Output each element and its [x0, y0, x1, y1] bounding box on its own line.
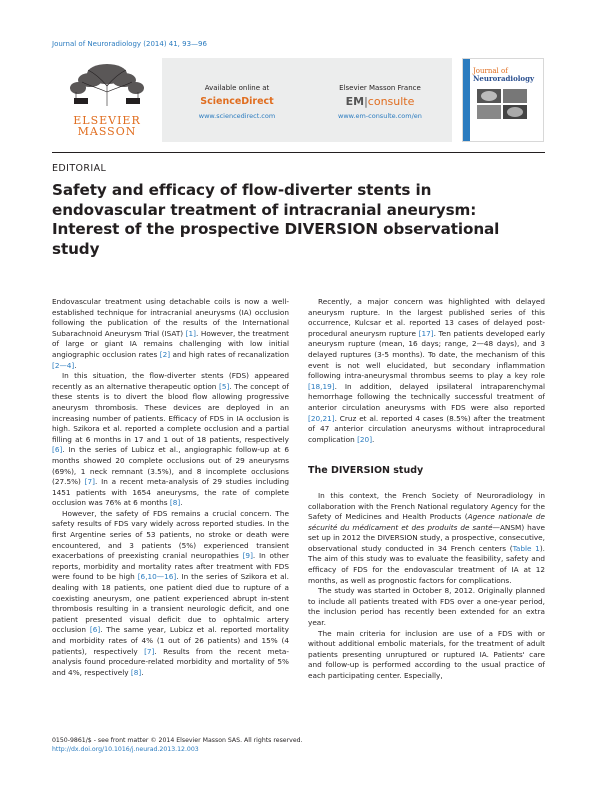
consulte-logo-part: consulte	[367, 95, 415, 108]
text-run: The main criteria for inclusion are use of a FDS with or without additional embolic materials, for the treatment of adult patients presenting unruptured or ruptured IA. Patients' care and follow-up is performed according to the usual practice of each participating center. Especially,	[308, 628, 545, 680]
em-logo-part: EM	[345, 95, 365, 108]
citation-link[interactable]: [8]	[130, 667, 142, 677]
text-run: In this context, the French Society of Neuroradiology in collaboration with the French National regulatory Agency for the Safety of Medicines and Health Products (	[308, 490, 545, 522]
text-run: . In other reports, morbidity and mortality rates after treatment with FDS were found to be high	[52, 551, 289, 582]
doi-link[interactable]: http://dx.doi.org/10.1016/j.neurad.2013.12.003	[52, 746, 199, 753]
citation-link[interactable]: [7]	[144, 646, 155, 656]
text-run: . In the series of Lubicz et al., angiographic follow-up at 6 months showed 20 complete occlusions out of 29 aneurysms (69%), 1 neck remnant (3.5%), and 8 incomplete occlusions (27.5%)	[52, 445, 289, 487]
body-paragraph	[308, 491, 545, 586]
citation-link[interactable]: [8]	[169, 498, 181, 508]
italic-text-run: Agence nationale de sécurité du médicament et des produits de santé	[308, 512, 546, 532]
journal-cover-thumbnail[interactable]	[462, 58, 544, 142]
body-paragraph	[52, 509, 289, 679]
body-paragraph	[52, 371, 289, 509]
text-run: .	[74, 360, 77, 370]
page-footer	[52, 736, 303, 754]
text-run: ). The aim of this study was to evaluate the feasibility, safety and efficacy of FDS for the endovascular treatment of IA at 12 months, as well as prognostic factors for complications.	[308, 543, 545, 585]
em-consulte-link[interactable]: www.em-consulte.com/en	[338, 112, 422, 120]
citation-link[interactable]: [6]	[52, 445, 63, 455]
title-line: endovascular treatment of intracranial aneurysm:	[52, 200, 477, 219]
text-run: .	[372, 434, 375, 444]
wordmark-line-2: MASSON	[77, 125, 137, 138]
text-run: However, the safety of FDS remains a crucial concern. The safety results of FDS vary widely across reported studies. In the first Argentine series of 53 patients, no stroke or death were encountered, and 3 patients (5%) experienced transient exacerbations of preexisting cranial neuropathies	[52, 508, 289, 561]
cover-title-line-1: Journal of	[473, 67, 508, 75]
wordmark-line-1: ELSEVIER	[73, 114, 141, 127]
issn-copyright: 0150-9861/$ - see front matter © 2014 Elsevier Masson SAS. All rights reserved.	[52, 737, 303, 744]
cover-title	[473, 67, 534, 83]
em-publisher-label: Elsevier Masson France	[339, 84, 421, 92]
citation-link[interactable]: [18,19]	[308, 381, 335, 391]
text-run: Recently, a major concern was highlighted with delayed aneurysm rupture. In the largest published series of this occurrence, Kulcsar et al. reported 13 cases of delayed post-procedural aneurysm rupture	[308, 297, 545, 338]
section-heading: The DIVERSION study	[308, 465, 424, 477]
left-column	[52, 297, 289, 678]
sciencedirect-logo[interactable]: ScienceDirect	[200, 96, 274, 107]
right-column	[308, 297, 545, 682]
em-consulte-logo[interactable]: EM|consulte	[345, 95, 415, 108]
table-link[interactable]: Table 1	[512, 543, 540, 553]
sciencedirect-link[interactable]: www.sciencedirect.com	[198, 112, 276, 120]
citation-link[interactable]: [5]	[218, 381, 230, 391]
text-run: Endovascular treatment using detachable coils is now a well-established technique for intracranial aneurysms (IA) occlusion following the publication of the results of the International Subarachnoid Aneurysm Trial (ISAT)	[52, 297, 289, 338]
cover-title-line-2: Neuroradiology	[473, 74, 535, 83]
body-paragraph	[308, 297, 545, 445]
text-run: The study was started in October 8, 2012. Originally planned to include all patients treated with FDS over a one-year period, the inclusion period has recently been extended for an extra year.	[308, 586, 545, 628]
body-paragraph	[52, 297, 289, 371]
header-divider	[52, 152, 545, 153]
elsevier-masson-wordmark	[52, 115, 162, 137]
text-run: and high rates of recanalization	[170, 349, 289, 359]
available-online-block	[172, 84, 302, 120]
citation-link[interactable]: [20,21]	[308, 413, 335, 423]
text-run: . The same year, Lubicz et al. reported mortality and morbidity rates of 4% (1 out of 26 patients) and 15% (4 patients), respectively	[52, 625, 289, 656]
text-run: . However, the treatment of large or giant IA remains challenging with low initial angiographic occlusion rates	[52, 328, 289, 359]
text-run: . The concept of these stents is to divert the blood flow allowing progressive aneurysm thrombosis. These devices are deployed in an increasing number of patients. Efficacy of FDS in IA occlusion is high. Szikora et al. reported a complete occlusion and a partial filling at 6 months in 17 and 1 out of 18 patients, respectively	[52, 381, 289, 444]
citation-link[interactable]: [6,10—16]	[137, 572, 177, 582]
em-consulte-block	[310, 84, 450, 120]
text-run: . In a recent meta-analysis of 29 studies including 1451 patients with 1654 aneurysms, the rate of complete occlusion was 76% at 6 months	[52, 477, 289, 508]
text-run: . In addition, delayed ipsilateral intraparenchymal hemorrhage following the technically successful treatment of anterior circulation aneurysms with FDS were also reported	[308, 381, 545, 412]
text-run: . Ten patients developed early aneurysm rupture (mean, 16 days; range, 2—48 days), and 3 delayed ruptures (3-5 months). To date, the mechanism of this event is not well elucidated, but secondary inflammation following intra-aneurysmal thrombus seems to play a key role	[308, 328, 545, 381]
text-run: .	[180, 498, 183, 508]
journal-reference[interactable]: Journal of Neuroradiology (2014) 41, 93—96	[52, 40, 207, 48]
cover-spine-bar	[463, 59, 470, 141]
title-line: Interest of the prospective DIVERSION observational	[52, 220, 500, 238]
elsevier-tree-logo-icon	[64, 62, 150, 106]
text-run: . In the series of Szikora et al. dealing with 18 patients, one patient died due to rupture of a coexisting aneurysm, one patient experienced abrupt in-stent thrombosis resulting in a transient neurologic deficit, and one patient presented visual deficit due to ophtalmic artery occlusion	[52, 572, 289, 635]
body-paragraph	[308, 629, 545, 682]
text-run: In this situation, the flow-diverter stents (FDS) appeared recently as an alternative therapeutic option	[52, 371, 289, 391]
citation-link[interactable]: [20]	[357, 434, 373, 444]
title-line: Safety and efficacy of flow-diverter stents in	[52, 181, 432, 199]
text-run: . Results from the recent meta-analysis found procedure-related morbidity and mortality of 5% and 4%, respectively	[52, 646, 289, 677]
text-run: .	[141, 667, 144, 677]
citation-link[interactable]: [17]	[418, 328, 434, 338]
article-title	[52, 181, 547, 259]
text-run: . Cruz et al. reported 4 cases (8.5%) after the treatment of 47 anterior circulation aneurysms without intraprocedural complication	[308, 413, 545, 444]
citation-link[interactable]: [6]	[89, 625, 101, 635]
section-label: EDITORIAL	[52, 163, 107, 174]
text-run: —ANSM) have set up in 2012 the DIVERSION study, a prospective, consecutive, observational study conducted in 34 French centers (	[308, 522, 546, 553]
body-paragraph	[308, 586, 545, 628]
available-label: Available online at	[204, 84, 270, 92]
citation-link[interactable]: [9]	[242, 551, 253, 561]
cover-brain-scan-icon	[477, 89, 527, 119]
citation-link[interactable]: [7]	[84, 477, 95, 487]
title-line: study	[52, 239, 100, 258]
citation-link[interactable]: [1]	[185, 328, 196, 338]
citation-link[interactable]: [2—4]	[52, 360, 75, 370]
citation-link[interactable]: [2]	[159, 349, 171, 359]
